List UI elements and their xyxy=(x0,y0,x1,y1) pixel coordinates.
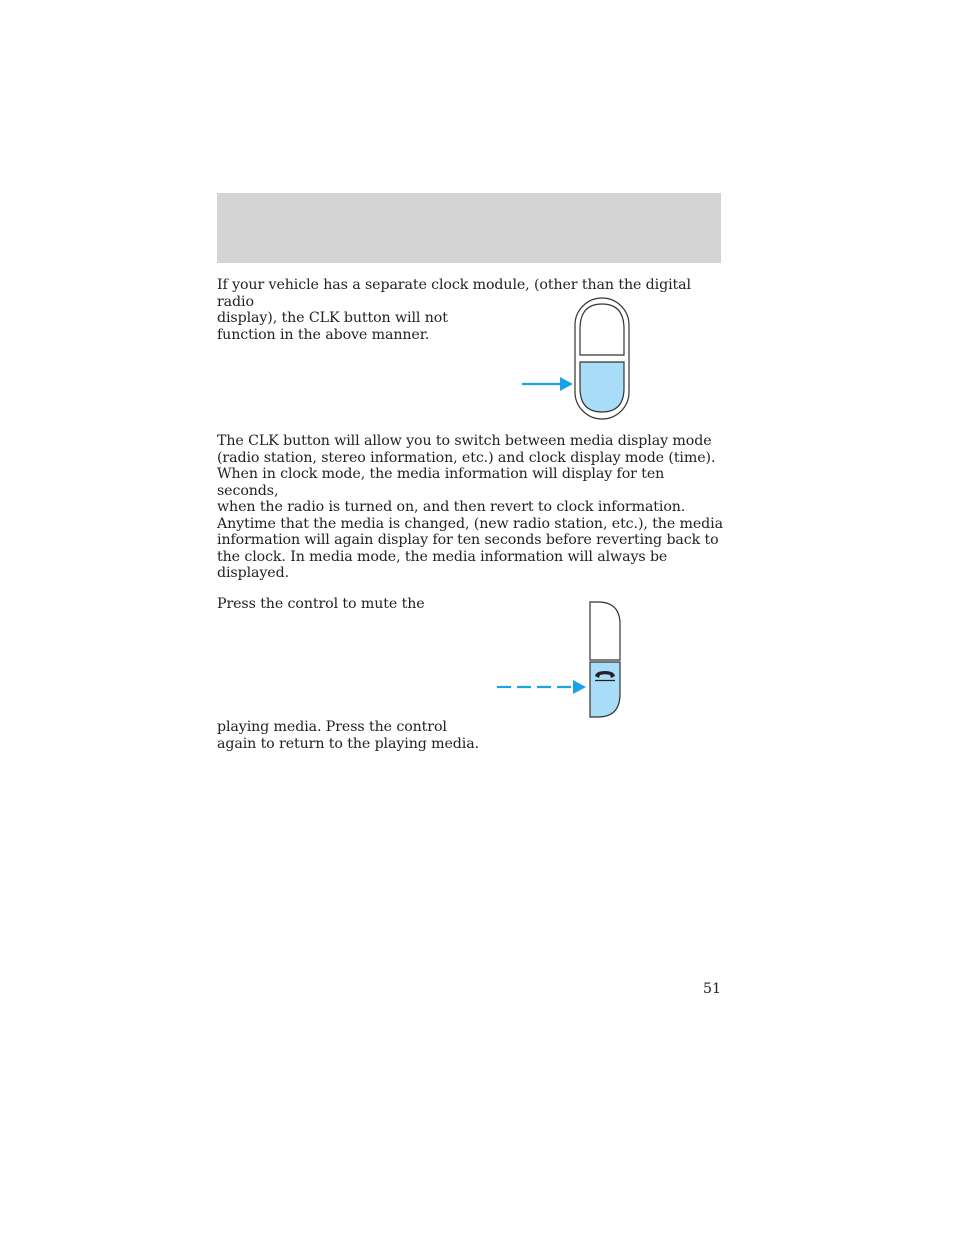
paragraph-clock-module: If your vehicle has a separate clock module, (other than the digital radio display), the CLK button will not function in the above manner. xyxy=(217,277,691,343)
rocker-lower-segment-highlighted xyxy=(580,362,624,412)
dashed-pointer-arrow xyxy=(497,680,586,694)
paragraph-clk-button: The CLK button will allow you to switch between media display mode (radio station, stereo information, etc.) and clock display mode (time). When in clock mode, the media information will display for ten seconds, when the radio is turned on, and then revert to clock information. Anytime that the media is changed, (new radio station, etc.), the media information will again display for ten seconds before reverting back to the clock. In media mode, the media information will always be displayed. xyxy=(217,433,723,581)
rocker-upper-segment xyxy=(580,304,624,355)
mute-button-illustration xyxy=(494,598,624,720)
mute-upper-segment xyxy=(590,602,620,660)
mute-rocker-switch xyxy=(590,602,620,717)
section-header-band xyxy=(217,193,721,263)
paragraph-mute-start: Press the control to mute the xyxy=(217,596,425,612)
clk-rocker-switch xyxy=(575,298,629,419)
paragraph-mute-end: playing media. Press the control again to return to the playing media. xyxy=(217,719,479,752)
clk-button-illustration xyxy=(518,296,633,422)
pointer-arrow xyxy=(522,377,573,391)
mute-lower-segment-highlighted xyxy=(590,662,620,717)
page-number: 51 xyxy=(702,981,721,997)
